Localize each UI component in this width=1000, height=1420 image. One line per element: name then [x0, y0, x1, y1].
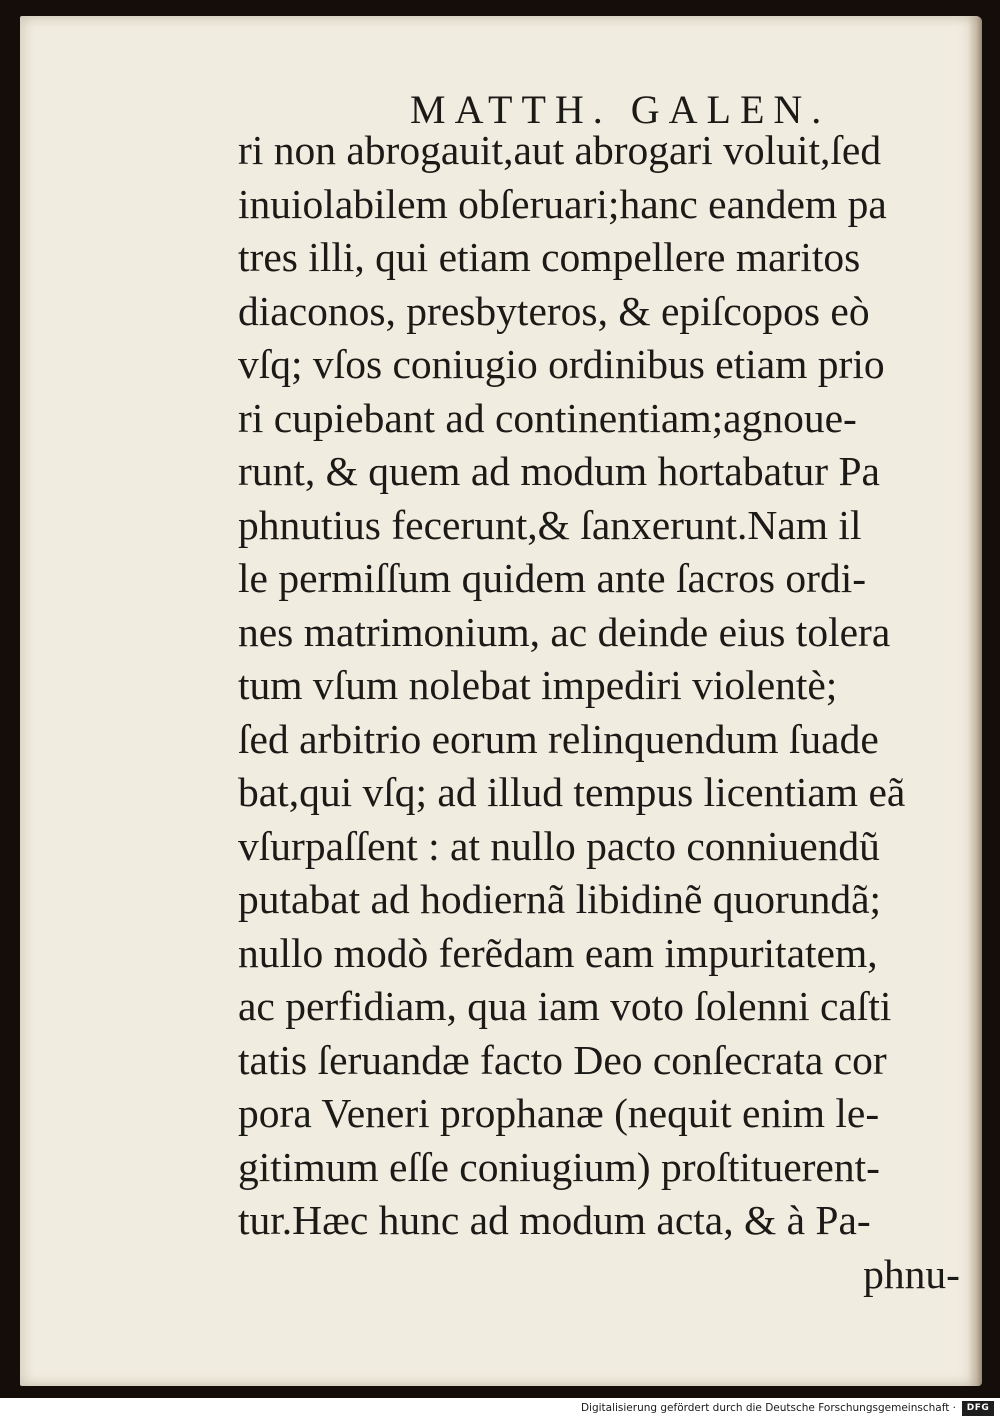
text-line: nullo modò ferẽdam eam impuritatem, [238, 929, 878, 976]
text-line: bat,qui vſq; ad illud tempus licentiam eã [238, 769, 906, 815]
text-line: vſq; vſos coniugio ordinibus etiam prio [238, 341, 885, 387]
text-line: tres illi, qui etiam compellere maritos [238, 234, 861, 280]
catchword: phnu- [863, 1250, 960, 1297]
text-line: ri cupiebant ad continentiam;agnoue- [238, 394, 857, 441]
text-line: runt, & quem ad modum hortabatur Pa [238, 448, 880, 494]
text-line: tur.Hæc hunc ad modum acta, & à Pa- [238, 1197, 871, 1243]
text-line: ac perfidiam, qua iam voto ſolenni caſti [238, 983, 892, 1029]
text-line: inuiolabilem obſeruari;hanc eandem pa [238, 180, 887, 227]
digitization-footer [0, 1398, 1000, 1420]
text-line: phnutius fecerunt,& ſanxerunt.Nam il [238, 501, 862, 548]
body-text [238, 124, 960, 1301]
dfg-logo-icon: DFG [962, 1401, 994, 1416]
text-line: le permiſſum quidem ante ſacros ordi- [238, 555, 867, 601]
text-line: ri non abrogauit,aut abrogari voluit,ſed [238, 127, 882, 173]
text-line: diaconos, presbyteros, & epiſcopos eò [238, 287, 870, 334]
text-line: nes matrimonium, ac deinde eius tolera [238, 608, 891, 655]
page-edge-shadow [968, 16, 982, 1386]
funding-credit: Digitalisierung gefördert durch die Deutsche Forschungsgemeinschaft · [580, 1402, 956, 1414]
text-line: ſed arbitrio eorum relinquendum ſuade [238, 715, 879, 762]
text-line: tatis ſeruandæ facto Deo conſecrata cor [238, 1036, 887, 1083]
text-line: pora Veneri prophanæ (nequit enim le- [238, 1090, 880, 1136]
text-line: putabat ad hodiernã libidinẽ quorundã; [238, 876, 882, 922]
text-line: tum vſum nolebat impediri violentè; [238, 662, 838, 708]
text-line: gitimum eſſe coniugium) proſtituerent- [238, 1143, 880, 1190]
running-head: MATTH. GALEN. [410, 87, 831, 132]
text-line: vſurpaſſent : at nullo pacto conniuendũ [238, 822, 880, 869]
